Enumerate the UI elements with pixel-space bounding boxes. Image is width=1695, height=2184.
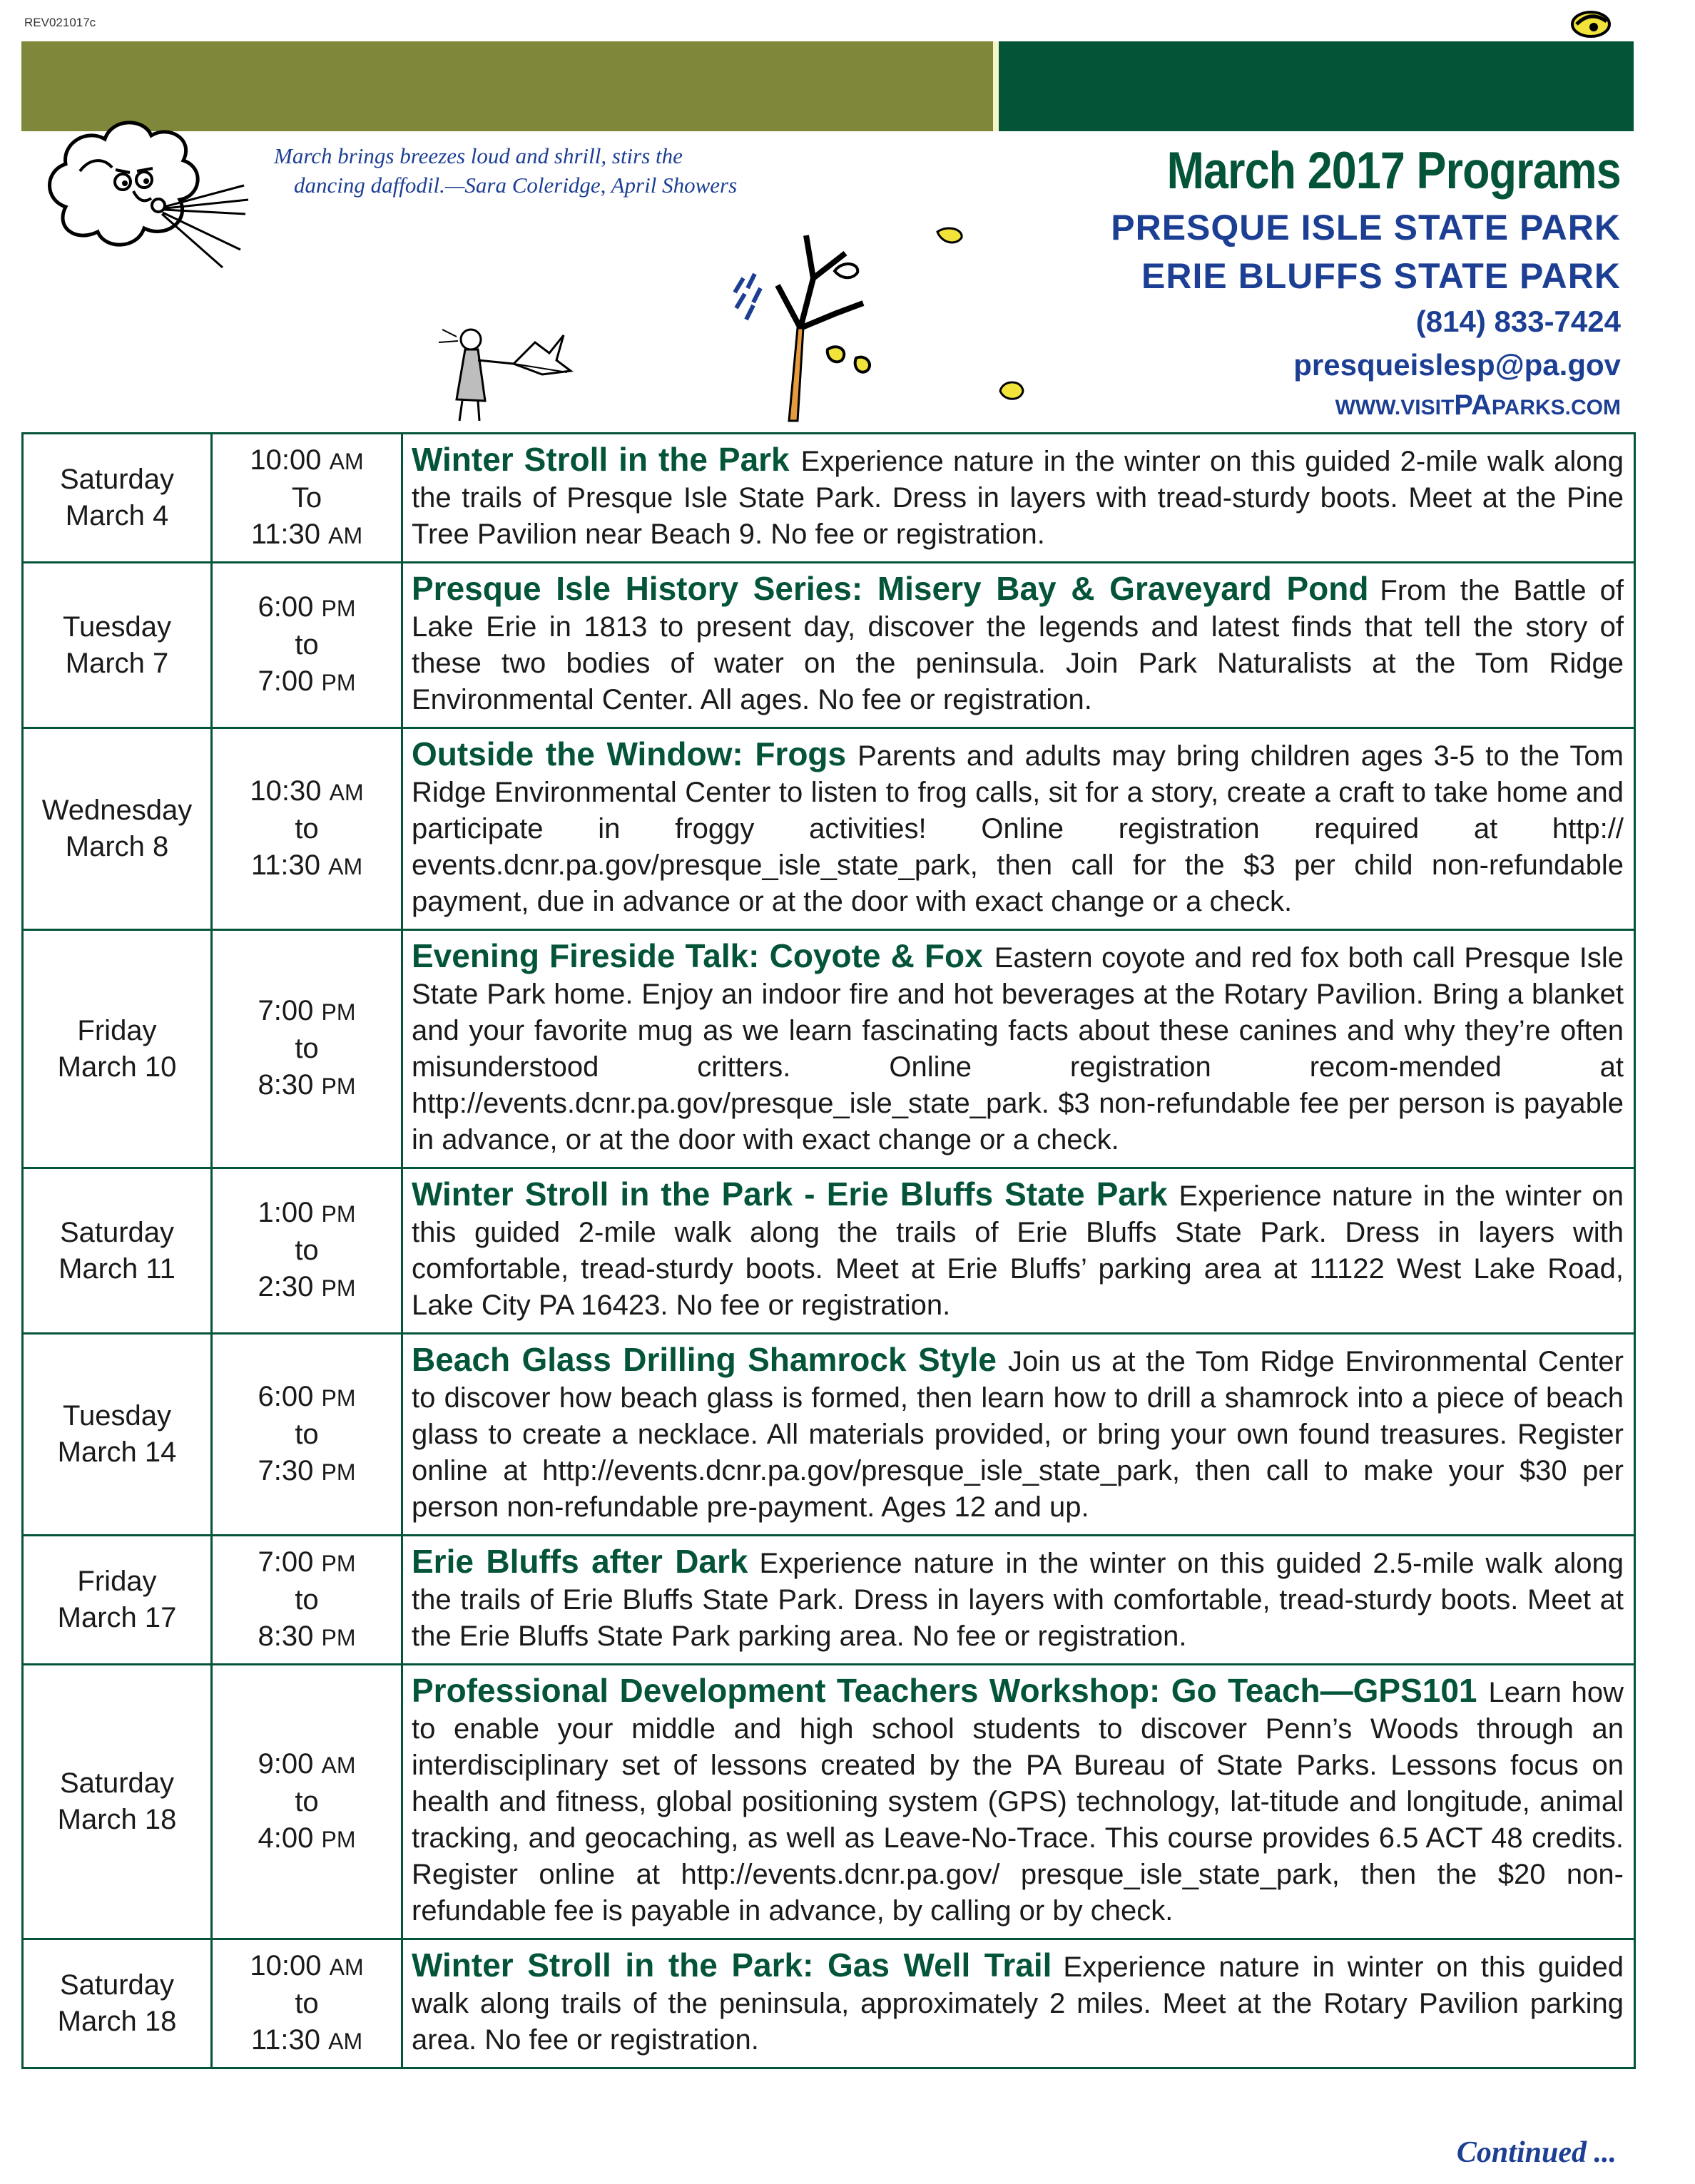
- event-title: Beach Glass Drilling Shamrock Style: [412, 1341, 997, 1378]
- event-weekday: Friday: [77, 1566, 157, 1597]
- event-time-separator: To: [291, 481, 322, 514]
- event-time-cell: [212, 1939, 402, 2068]
- event-start-time: 6:00 PM: [258, 1380, 356, 1412]
- event-title: Presque Isle History Series: Misery Bay & Graveyard Pond: [412, 570, 1369, 607]
- event-day-cell: [23, 1168, 212, 1334]
- program-schedule-table: [21, 432, 1636, 2069]
- event-description: Eastern coyote and red fox both call Presque Isle State Park home. Enjoy an indoor fire and hot beverages at the Rotary Pavilion. Bring a blanket and your favorite mug as we learn fascinating facts about these canines and why they’re often misunderstood critters. Online registration recom-mended at http://events.dcnr.pa.gov/presque_isle_state_park. $3 non-refundable fee per person is payable in advance, or at the door with exact change or a check.: [412, 942, 1624, 1155]
- page-title: March 2017 Programs: [1166, 142, 1621, 200]
- event-end-time: 2:30 PM: [258, 1271, 356, 1302]
- woman-umbrella-illustration-icon: [428, 321, 578, 428]
- event-start-time: 1:00 PM: [258, 1197, 356, 1228]
- event-description-cell: [402, 1665, 1635, 1939]
- table-row: [23, 1665, 1635, 1939]
- table-row: [23, 728, 1635, 930]
- event-description-cell: [402, 434, 1635, 563]
- park-logo-icon: [1567, 6, 1617, 41]
- event-title: Evening Fireside Talk: Coyote & Fox: [412, 937, 983, 974]
- event-day-cell: [23, 1334, 212, 1536]
- contact-email[interactable]: presqueislesp@pa.gov: [1293, 348, 1621, 382]
- event-date: March 10: [57, 1051, 177, 1083]
- event-end-time: 11:30 AM: [250, 2024, 363, 2056]
- event-day-cell: [23, 563, 212, 728]
- event-description: Experience nature in the winter on this guided 2.5-mile walk along the trails of Erie Bluffs State Park. Dress in layers with comfortable, tread-sturdy boots. Meet at the Erie Bluffs State Park parking area. No fee or registration.: [412, 1548, 1624, 1652]
- continued-note: Continued ...: [1456, 2136, 1617, 2169]
- event-description: Learn how to enable your middle and high school students to discover Penn’s Woods through an interdisciplinary set of lessons created by the PA Bureau of State Parks. Lessons focus on health and fitness, global positioning system (GPS) technology, lat-titude and longitude, animal tracking, and geocaching, as well as Leave-No-Trace. This course provides 6.5 ACT 48 credits. Register online at http://events.dcnr.pa.gov/ presque_isle_state_park, then the $20 non-refundable fee is payable in advance, by calling or by check.: [412, 1677, 1624, 1927]
- event-time-separator: to: [295, 1418, 319, 1450]
- event-time-cell: [212, 1168, 402, 1334]
- event-start-time: 7:00 PM: [258, 995, 356, 1026]
- event-time-separator: to: [295, 1033, 319, 1064]
- event-end-time: 7:00 PM: [258, 665, 356, 697]
- event-end-time: 4:00 PM: [258, 1822, 356, 1854]
- website-link[interactable]: WWW.VISITPAPARKS.COM: [1335, 389, 1621, 421]
- header-band-divider: [993, 41, 999, 131]
- event-description: Parents and adults may bring children ages 3-5 to the Tom Ridge Environmental Center to listen to frog calls, sit for a story, create a craft to take home and participate in froggy activities! Online registration required at http:// events.dcnr.pa.gov/presque_isle_state_park, then call for the $3 per child non-refundable payment, due in advance or at the door with exact change or a check.: [412, 740, 1624, 917]
- revision-code: REV021017c: [24, 16, 96, 29]
- event-description-cell: [402, 930, 1635, 1168]
- quote-line-1: March brings breezes loud and shrill, stirs the: [274, 143, 683, 168]
- event-date: March 14: [57, 1437, 177, 1468]
- event-weekday: Saturday: [59, 1767, 175, 1799]
- table-row: [23, 1168, 1635, 1334]
- event-time-cell: [212, 728, 402, 930]
- event-date: March 18: [57, 1804, 177, 1835]
- event-title: Outside the Window: Frogs: [412, 735, 847, 772]
- event-weekday: Friday: [77, 1014, 157, 1046]
- event-description-cell: [402, 728, 1635, 930]
- event-day-cell: [23, 930, 212, 1168]
- event-title: Winter Stroll in the Park: Gas Well Trail: [412, 1946, 1052, 1984]
- event-weekday: Tuesday: [63, 611, 171, 643]
- table-row: [23, 1939, 1635, 2068]
- event-date: March 11: [58, 1252, 175, 1285]
- event-weekday: Tuesday: [63, 1400, 171, 1432]
- table-row: [23, 930, 1635, 1168]
- event-start-time: 10:00 AM: [250, 444, 364, 476]
- event-time-cell: [212, 1665, 402, 1939]
- event-weekday: Saturday: [59, 464, 175, 495]
- windy-tree-illustration-icon: [721, 228, 906, 428]
- event-end-time: 11:30 AM: [250, 849, 363, 881]
- leaf-icon: [996, 378, 1027, 405]
- event-end-time: 8:30 PM: [258, 1069, 356, 1101]
- event-weekday: Saturday: [59, 1969, 175, 2001]
- event-start-time: 6:00 PM: [258, 591, 356, 623]
- event-title: Erie Bluffs after Dark: [412, 1543, 748, 1580]
- event-time-cell: [212, 1334, 402, 1536]
- event-day-cell: [23, 434, 212, 563]
- table-row: [23, 563, 1635, 728]
- event-end-time: 8:30 PM: [258, 1620, 356, 1652]
- event-time-cell: [212, 434, 402, 563]
- event-description-cell: [402, 1939, 1635, 2068]
- event-time-cell: [212, 1536, 402, 1665]
- event-day-cell: [23, 728, 212, 930]
- event-date: March 8: [65, 831, 169, 862]
- event-start-time: 10:30 AM: [250, 775, 364, 807]
- event-description: Join us at the Tom Ridge Environmental Center to discover how beach glass is formed, then learn how to drill a shamrock into a piece of beach glass to create a necklace. All materials provided, or bring your own found treasures. Register online at http://events.dcnr.pa.gov/presque_isle_state_park, then call to make your $30 per person non-refundable pre-payment. Ages 12 and up.: [412, 1346, 1624, 1523]
- event-description: Experience nature in winter on this guided walk along trails of the peninsula, approximately 2 miles. Meet at the Rotary Pavilion parking area. No fee or registration.: [412, 1951, 1624, 2056]
- event-start-time: 10:00 AM: [250, 1949, 364, 1981]
- event-description: Experience nature in the winter on this guided 2-mile walk along the trails of Presque Isle State Park. Dress in layers with tread-sturdy boots. Meet at the Pine Tree Pavilion near Beach 9. No fee or registration.: [412, 446, 1624, 550]
- event-time-separator: to: [295, 1235, 319, 1266]
- table-row: [23, 1334, 1635, 1536]
- event-date: March 18: [57, 2006, 177, 2037]
- park-name-erie-bluffs: ERIE BLUFFS STATE PARK: [1141, 256, 1621, 296]
- header-band-green: [999, 41, 1634, 131]
- event-end-time: 11:30 AM: [250, 518, 363, 550]
- event-start-time: 7:00 PM: [258, 1546, 356, 1578]
- table-row: [23, 434, 1635, 563]
- quote-line-2: dancing daffodil.—Sara Coleridge, April Showers: [294, 173, 738, 198]
- contact-phone: (814) 833-7424: [1415, 305, 1621, 338]
- event-time-cell: [212, 930, 402, 1168]
- event-weekday: Saturday: [59, 1216, 175, 1248]
- event-date: March 7: [65, 647, 169, 679]
- event-time-separator: to: [295, 1785, 319, 1817]
- event-day-cell: [23, 1536, 212, 1665]
- leaf-icon: [935, 225, 966, 249]
- event-description-cell: [402, 1536, 1635, 1665]
- event-time-separator: to: [295, 1583, 319, 1616]
- event-description-cell: [402, 1334, 1635, 1536]
- event-time-separator: to: [295, 812, 319, 844]
- event-end-time: 7:30 PM: [258, 1454, 356, 1486]
- event-date: March 17: [57, 1602, 177, 1633]
- event-description: Experience nature in the winter on this guided 2-mile walk along the trails of Erie Bluffs State Park. Dress in layers with comfortable, tread-sturdy boots. Meet at Erie Bluffs’ parking area at 11122 West Lake Road, Lake City PA 16423. No fee or registration.: [412, 1180, 1624, 1321]
- event-date: March 4: [65, 500, 169, 531]
- event-description: From the Battle of Lake Erie in 1813 to present day, discover the legends and latest finds that tell the story of these two bodies of water on the peninsula. Join Park Naturalists at the Tom Ridge Environmental Center. All ages. No fee or registration.: [412, 575, 1624, 715]
- event-time-separator: to: [295, 1987, 319, 2019]
- event-description-cell: [402, 563, 1635, 728]
- event-title: Winter Stroll in the Park - Erie Bluffs State Park: [412, 1175, 1168, 1213]
- event-start-time: 9:00 AM: [258, 1747, 356, 1780]
- event-title: Winter Stroll in the Park: [412, 441, 790, 478]
- header-quote: [250, 141, 870, 200]
- park-name-presque-isle: PRESQUE ISLE STATE PARK: [1111, 208, 1621, 248]
- event-time-cell: [212, 563, 402, 728]
- event-time-separator: to: [295, 629, 319, 660]
- wind-cloud-illustration-icon: [37, 114, 251, 292]
- event-day-cell: [23, 1939, 212, 2068]
- event-day-cell: [23, 1665, 212, 1939]
- event-title: Professional Development Teachers Workshop: Go Teach—GPS101: [412, 1672, 1477, 1709]
- event-weekday: Wednesday: [41, 795, 193, 826]
- table-row: [23, 1536, 1635, 1665]
- event-description-cell: [402, 1168, 1635, 1334]
